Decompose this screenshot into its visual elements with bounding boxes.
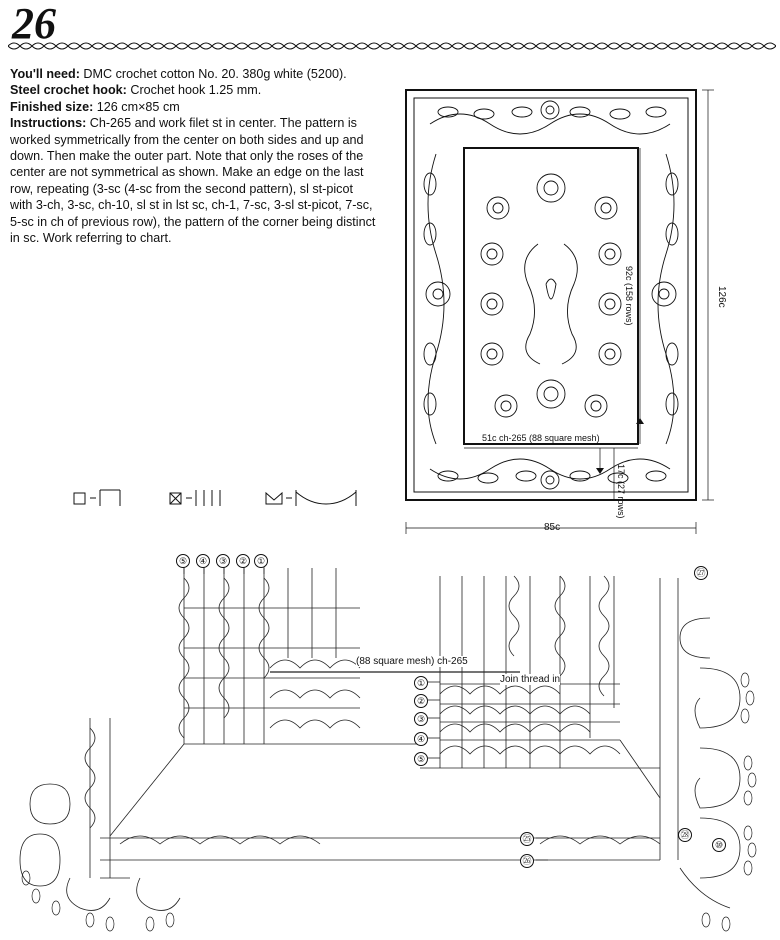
lower-row-number-26: ㉖	[520, 854, 534, 868]
instructions-text: Instructions: Ch-265 and work filet st in center. The pattern is worked symmetrically from the center on both sides and up and down. Then make the outer part. Note that only the roses of the center are not symmetrical as shown. Make an edge on the last row, repeating (3-sc (4-sc from the second pattern), sl st-picot with 3-ch, 3-sc, ch-10, sl st in lst sc, ch-1, 7-sc, 3-sl st-picot, 7-sc, 5-sc in ch of previous row), the pattern of the corner being distinct in sc. Work referring to chart.	[10, 116, 376, 246]
inner-width-label: 51c ch-265 (88 square mesh)	[482, 433, 600, 443]
corner-number-28: ㉘	[678, 828, 692, 842]
page-number: 26	[12, 0, 56, 48]
left-row-number-1: ①	[414, 676, 428, 690]
left-row-number-2: ②	[414, 694, 428, 708]
materials-need: You'll need: DMC crochet cotton No. 20. 380g white (5200).	[10, 67, 347, 81]
inner-height-label: 92c (158 rows)	[624, 266, 634, 326]
finished-size: Finished size: 126 cm×85 cm	[10, 99, 180, 114]
crochet-chart	[0, 548, 780, 940]
bar-lacet-symbol	[266, 493, 282, 504]
decorative-border	[8, 40, 776, 52]
top-row-number-4: ④	[196, 554, 210, 568]
start-chain-label: (88 square mesh) ch-265	[356, 656, 468, 667]
join-thread-label: Join thread in	[500, 674, 561, 685]
open-mesh-symbol	[74, 493, 85, 504]
edge-depth-label: 17c (27 rows)	[616, 464, 626, 519]
materials-hook: Steel crochet hook: Crochet hook 1.25 mm.	[10, 83, 262, 98]
instructions-block	[10, 66, 376, 246]
corner-number-27: ㉗	[694, 566, 708, 580]
height-dimension-label: 126c	[716, 286, 727, 308]
top-row-number-3: ③	[216, 554, 230, 568]
top-row-number-1: ①	[254, 554, 268, 568]
left-row-number-5: ⑤	[414, 752, 428, 766]
top-row-number-2: ②	[236, 554, 250, 568]
corner-number-10: ⑩	[712, 838, 726, 852]
tablecloth-diagram	[400, 84, 720, 534]
left-row-number-3: ③	[414, 712, 428, 726]
top-row-number-5: ⑤	[176, 554, 190, 568]
width-dimension-label: 85c	[544, 522, 561, 533]
lower-row-number-25: ㉕	[520, 832, 534, 846]
stitch-legend	[72, 486, 382, 510]
left-row-number-4: ④	[414, 732, 428, 746]
